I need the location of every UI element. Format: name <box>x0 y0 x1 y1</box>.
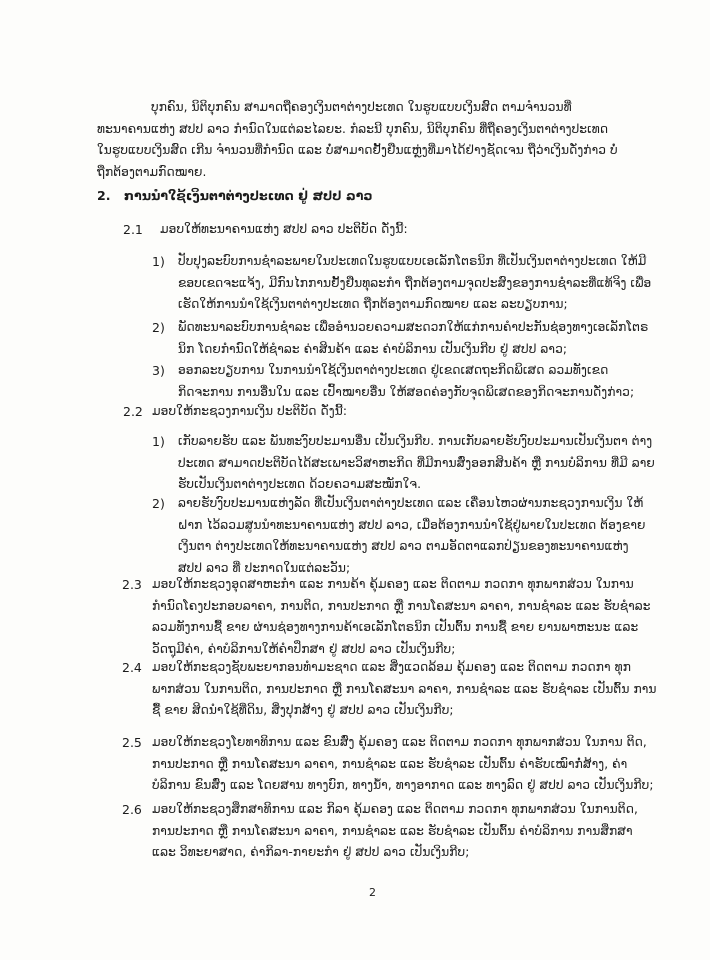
item-2-2-1-text: ເກັບລາຍຮັບ ແລະ ພັນທະງົບປະມານອື່ນ ເປັນເງິນກີບ. ການເກັບລາຍຮັບງົບປະມານເປັນເງິນຕາ ຕ່າງປະເທດ ສາມາດປະຕິບັດໄດ້ສະເພາະວິສາຫະກິດ ທີ່ມີການສົ່ງອອກສິນຄ້າ ຫຼື ການບໍລິການ ທີ່ມີ ລາຍຮັບເປັນເງິນຕາຕ່າງປະເທດ ດ້ວຍຄວາມສະໝັກໃຈ. <box>178 434 655 491</box>
section-2-6-text: ມອບໃຫ້ກະຊວງສຶກສາທິການ ແລະ ກິລາ ຄຸ້ມຄອງ ແລະ ຕິດຕາມ ກວດກາ ທຸກພາກສ່ວນ ໃນການຕິດ, ການປະກາດ ຫຼື ການໂຄສະນາ ລາຄາ, ການຊຳລະ ແລະ ຮັບຊຳລະ ເປັນຕົ້ນ ຄ່າບໍລິການ ການສຶກສາ ແລະ ວິທະຍາສາດ, ຄ່າກິລາ-ກາຍະກຳ ຢູ່ ສປປ ລາວ ເປັນເງິນກີບ; <box>152 802 638 859</box>
section-2-title: ການນຳໃຊ້ເງິນຕາຕ່າງປະເທດ ຢູ່ ສປປ ລາວ <box>124 188 373 203</box>
section-2-5-number: 2.5 <box>122 735 142 750</box>
item-2-2-1-number: 1) <box>152 434 165 449</box>
item-2-1-1-number: 1) <box>152 254 165 269</box>
item-2-1-3-number: 3) <box>152 363 165 378</box>
item-2-1-2-number: 2) <box>152 320 165 335</box>
section-2-2-title: ມອບໃຫ້ກະຊວງການເງິນ ປະຕິບັດ ດັ່ງນີ້: <box>152 404 348 418</box>
item-2-1-1-text: ປັບປຸງລະບົບການຊຳລະພາຍໃນປະເທດໃນຮູບແບບເອເລັກໂຕຣນິກ ທີ່ເປັນເງິນຕາຕ່າງປະເທດ ໃຫ້ມີ ຂອບເຂດຈະແຈ້ງ, ມີກົນໄກການຢັ້ງຢືນທຸລະກຳ ຖືກຕ້ອງຕາມຈຸດປະສົງຂອງການຊຳລະທີ່ແທ້ຈິງ ເພື່ອ ເຮັດໃຫ້ການນຳໃຊ້ເງິນຕາຕ່າງປະເທດ ຖືກຕ້ອງຕາມກົດໝາຍ ແລະ ລະບຽບການ; <box>178 254 652 311</box>
section-2-3-number: 2.3 <box>122 577 142 592</box>
item-2-1-2-text: ພັດທະນາລະບົບການຊຳລະ ເພື່ອອຳນວຍຄວາມສະດວກໃຫ້ແກ່ການຄຳປະກັນຊ່ອງທາງເອເລັກໂຕຣນິກ ໂດຍກຳນົດໃຫ້ຊຳລະ ຄ່າສິນຄ້າ ແລະ ຄ່າບໍລິການ ເປັນເງິນກີບ ຢູ່ ສປປ ລາວ; <box>178 320 649 356</box>
section-2-1-number: 2.1 <box>123 222 143 237</box>
section-2-2-number: 2.2 <box>123 404 143 419</box>
section-2-4-text: ມອບໃຫ້ກະຊວງຊັບພະຍາກອນທຳມະຊາດ ແລະ ສິ່ງແວດລ້ອມ ຄຸ້ມຄອງ ແລະ ຕິດຕາມ ກວດກາ ທຸກ ພາກສ່ວນ ໃນການຕິດ, ການປະກາດ ຫຼື ການໂຄສະນາ ລາຄາ, ການຊຳລະ ແລະ ຮັບຊຳລະ ເປັນຕົ້ນ ການຊື້ ຂາຍ ສິດນຳໃຊ້ທີ່ດິນ, ສິ່ງປຸກສ້າງ ຢູ່ ສປປ ລາວ ເປັນເງິນກີບ; <box>152 660 657 717</box>
section-2-number: 2. <box>97 188 111 203</box>
item-2-2-2-text: ລາຍຮັບງົບປະມານແຫ່ງລັດ ທີ່ເປັນເງິນຕາຕ່າງປະເທດ ແລະ ເຄື່ອນໄຫວຜ່ານກະຊວງການເງິນ ໃຫ້ຝາກ ໄວ້ລວມສູນນຳທະນາຄານແຫ່ງ ສປປ ລາວ, ເມື່ອຕ້ອງການນຳໃຊ້ຢູ່ພາຍໃນປະເທດ ຕ້ອງຂາຍເງິນຕາ ຕ່າງປະເທດໃຫ້ທະນາຄານແຫ່ງ ສປປ ລາວ ຕາມອັດຕາແລກປ່ຽນຂອງທະນາຄານແຫ່ງ ສປປ ລາວ ທີ່ ປະກາດໃນແຕ່ລະວັນ; <box>178 496 646 575</box>
section-2-3-text: ມອບໃຫ້ກະຊວງອຸດສາຫະກຳ ແລະ ການຄ້າ ຄຸ້ມຄອງ ແລະ ຕິດຕາມ ກວດກາ ທຸກພາກສ່ວນ ໃນການ ກຳນົດໂຄງປະກອບລາຄາ, ການຕິດ, ການປະກາດ ຫຼື ການໂຄສະນາ ລາຄາ, ການຊຳລະ ແລະ ຮັບຊຳລະ ລວມທັງການຊື້ ຂາຍ ຜ່ານຊ່ອງທາງການຄ້າເອເລັກໂຕຣນິກ ເປັນຕົ້ນ ການຊື້ ຂາຍ ຍານພາຫະນະ ແລະ ວັດຖຸມີຄ່າ, ຄ່າບໍລິການໃຫ້ຄຳປຶກສາ ຢູ່ ສປປ ລາວ ເປັນເງິນກີບ; <box>152 577 651 656</box>
intro-paragraph: ບຸກຄົນ, ນິຕິບຸກຄົນ ສາມາດຖືຄອງເງິນຕາຕ່າງປະເທດ ໃນຮູບແບບເງິນສົດ ຕາມຈຳນວນທີ່ທະນາຄານແຫ່ງ ສປປ ລາວ ກຳນົດໃນແຕ່ລະໄລຍະ. ກໍລະນີ ບຸກຄົນ, ນິຕິບຸກຄົນ ທີ່ຖືຄອງເງິນຕາຕ່າງປະເທດ ໃນຮູບແບບເງິນສົດ ເກີນ ຈຳນວນທີ່ກຳນົດ ແລະ ບໍ່ສາມາດຢັ້ງຢືນແຫຼ່ງທີ່ມາໄດ້ຢ່າງຊັດເຈນ ຖືວ່າເງິນດັ່ງກ່າວ ບໍ່ຖືກຕ້ອງຕາມກົດໝາຍ. <box>97 100 618 179</box>
item-2-1-3-text: ອອກລະບຽບການ ໃນການນຳໃຊ້ເງິນຕາຕ່າງປະເທດ ຢູ່ເຂດເສດຖະກິດພິເສດ ລວມທັງເຂດກິດຈະການ ການອື່ນໃນ ແລະ ເປົ້າໝາຍອື່ນ ໃຫ້ສອດຄ່ອງກັບຈຸດພິເສດຂອງກິດຈະການດັ່ງກ່າວ; <box>178 363 635 399</box>
item-2-2-2-number: 2) <box>152 496 165 511</box>
section-2-1-title: ມອບໃຫ້ທະນາຄານແຫ່ງ ສປປ ລາວ ປະຕິບັດ ດັ່ງນີ້: <box>160 222 408 236</box>
section-2-6-number: 2.6 <box>122 802 142 817</box>
section-2-5-text: ມອບໃຫ້ກະຊວງໂຍທາທິການ ແລະ ຂົນສົ່ງ ຄຸ້ມຄອງ ແລະ ຕິດຕາມ ກວດກາ ທຸກພາກສ່ວນ ໃນການ ຕິດ, ການປະກາດ ຫຼື ການໂຄສະນາ ລາຄາ, ການຊຳລະ ແລະ ຮັບຊຳລະ ເປັນຕົ້ນ ຄ່າຮັບເໝົາກໍ່ສ້າງ, ຄ່າບໍລິການ ຂົນສົ່ງ ແລະ ໂດຍສານ ທາງບົກ, ທາງນ້ຳ, ທາງອາກາດ ແລະ ທາງລົດ ຢູ່ ສປປ ລາວ ເປັນເງິນກີບ; <box>152 735 654 792</box>
page-number: 2 <box>369 886 376 899</box>
section-2-4-number: 2.4 <box>122 660 142 675</box>
